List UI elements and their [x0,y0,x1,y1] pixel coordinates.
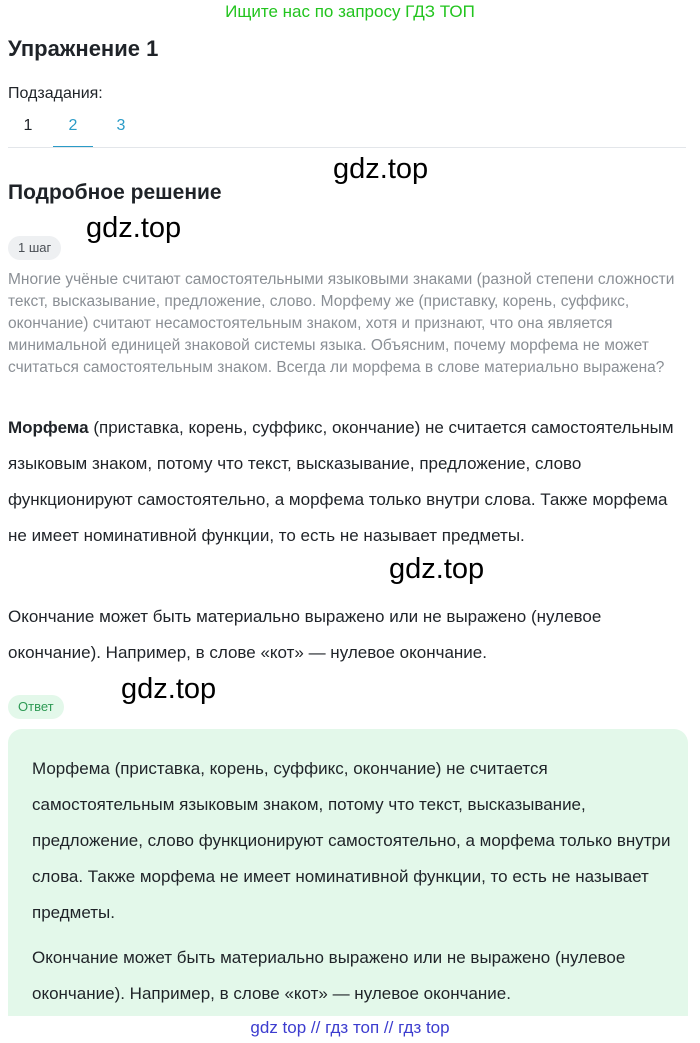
subtask-tab-1[interactable]: 1 [23,117,33,134]
watermark: gdz.top [86,212,182,244]
question-text: Многие учёные считают самостоятельными языковыми знаками (разной степени сложности текст, высказывание, предложение, слово. Морфему же (приставку, корень, суффикс, окончание) считают несамостоятельным знаком, хотя и признают, что она является минимальной единицей знаковой системы языка. Объясним, почему морфема не может считаться самостоятельным знаком. Всегда ли морфема в слове материально выражена? [8,271,675,376]
watermark: gdz.top [121,673,217,705]
step-badge: 1 шаг [8,236,61,260]
answer-paragraph-1: Морфема (приставка, корень, суффикс, окончание) не считается самостоятельным языковым знаком, потому что текст, высказывание, предложение, слово функционируют самостоятельно, а морфема только внутри слова. Также морфема не имеет номинативной функции, то есть не называет предметы. [32,759,671,922]
solution-paragraph-2: Окончание может быть материально выражено или не выражено (нулевое окончание). Например, в слове «кот» — нулевое окончание. [8,607,602,662]
subtask-tabs [8,112,686,148]
solution-paragraph [8,410,688,554]
tabs-divider [8,147,686,148]
top-banner[interactable]: Ищите нас по запросу ГДЗ ТОП [225,2,475,21]
subtask-tab-2[interactable]: 2 [53,112,93,148]
solution-paragraph-text: (приставка, корень, суффикс, окончание) не считается самостоятельным языковым знаком, потому что текст, высказывание, предложение, слово функционируют самостоятельно, а морфема только внутри слова. Также морфема не имеет номинативной функции, то есть не называет предметы. [8,418,674,545]
answer-paragraph-2: Окончание может быть материально выражено или не выражено (нулевое окончание). Например, в слове «кот» — нулевое окончание. [32,948,626,1003]
page-title: Упражнение 1 [8,36,159,61]
answer-badge: Ответ [8,695,64,719]
solution-title: Подробное решение [8,181,222,204]
watermark: gdz.top [389,553,485,585]
answer-box [8,729,688,1016]
watermark: gdz.top [333,153,429,185]
footer-links[interactable]: gdz top // гдз топ // гдз top [250,1018,450,1037]
term-morpheme: Морфема [8,418,89,437]
subtask-tab-3[interactable]: 3 [116,117,126,134]
subtasks-label: Подзадания: [8,85,103,102]
